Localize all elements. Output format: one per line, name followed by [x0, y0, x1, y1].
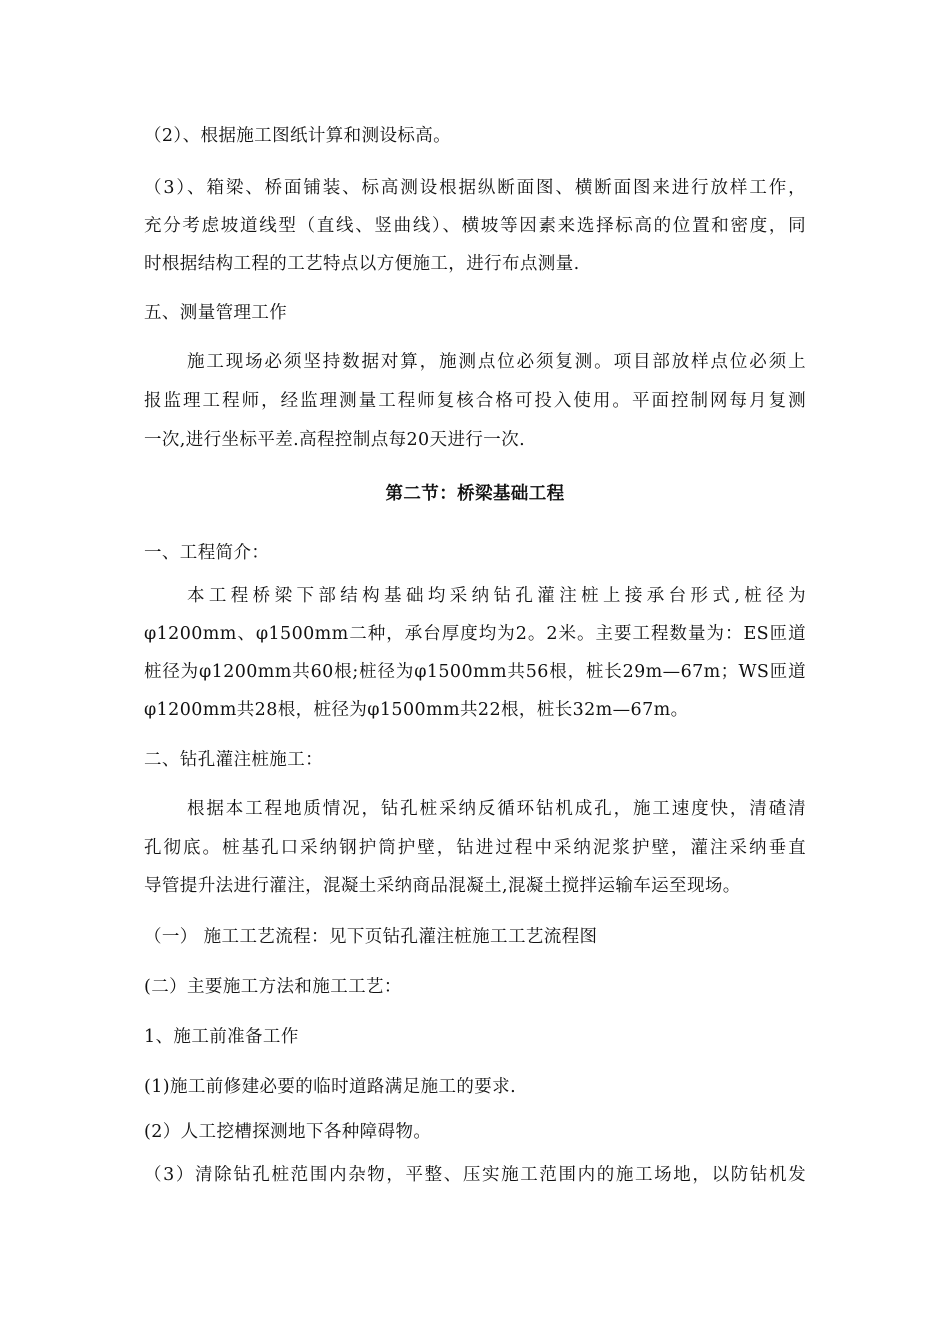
text-line: (2）人工挖槽探测地下各种障碍物。: [144, 1122, 432, 1142]
text-line: （2）、根据施工图纸计算和测设标高。: [144, 126, 452, 146]
text-line: 1、施工前准备工作: [144, 1027, 299, 1047]
text-line: 本工程桥梁下部结构基础均采纳钻孔灌注桩上接承台形式,桩径为: [187, 586, 806, 606]
section-heading: 一、工程简介：: [144, 543, 270, 563]
text-line: φ1200mm共28根，桩径为φ1500mm共22根，桩长32m—67m。: [144, 700, 689, 720]
text-line: （3）、箱梁、桥面铺装、标高测设根据纵断面图、横断面图来进行放样工作，: [144, 178, 806, 198]
text-line: (1)施工前修建必要的临时道路满足施工的要求.: [144, 1077, 517, 1097]
section-heading: 二、钻孔灌注桩施工：: [144, 750, 323, 770]
chapter-title: 第二节：桥梁基础工程: [385, 484, 565, 504]
section-heading: 五、测量管理工作: [144, 303, 288, 323]
text-line: 导管提升法进行灌注，混凝土采纳商品混凝土,混凝土搅拌运输车运至现场。: [144, 876, 741, 896]
text-line: 施工现场必须坚持数据对算，施测点位必须复测。项目部放样点位必须上: [187, 352, 806, 372]
text-line: 时根据结构工程的工艺特点以方便施工，进行布点测量.: [144, 254, 580, 274]
text-line: 充分考虑坡道线型（直线、竖曲线）、横坡等因素来选择标高的位置和密度，同: [144, 216, 806, 236]
text-line: 桩径为φ1200mm共60根;桩径为φ1500mm共56根，桩长29m—67m；WS匝道: [144, 662, 806, 682]
text-line: （一） 施工工艺流程：见下页钻孔灌注桩施工工艺流程图: [144, 927, 598, 947]
text-line: （3）清除钻孔桩范围内杂物，平整、压实施工范围内的施工场地，以防钻机发: [144, 1165, 806, 1185]
text-line: (二）主要施工方法和施工工艺：: [144, 977, 402, 997]
text-line: 根据本工程地质情况，钻孔桩采纳反循环钻机成孔，施工速度快，清碴清: [187, 799, 806, 819]
text-line: 报监理工程师，经监理测量工程师复核合格可投入使用。平面控制网每月复测: [144, 391, 806, 411]
text-line: 孔彻底。桩基孔口采纳钢护筒护壁，钻进过程中采纳泥浆护壁，灌注采纳垂直: [144, 838, 806, 858]
text-line: φ1200mm、φ1500mm二种，承台厚度均为2。2米。主要工程数量为：ES匝道: [144, 624, 806, 644]
text-line: 一次,进行坐标平差.高程控制点每20天进行一次.: [144, 430, 526, 450]
